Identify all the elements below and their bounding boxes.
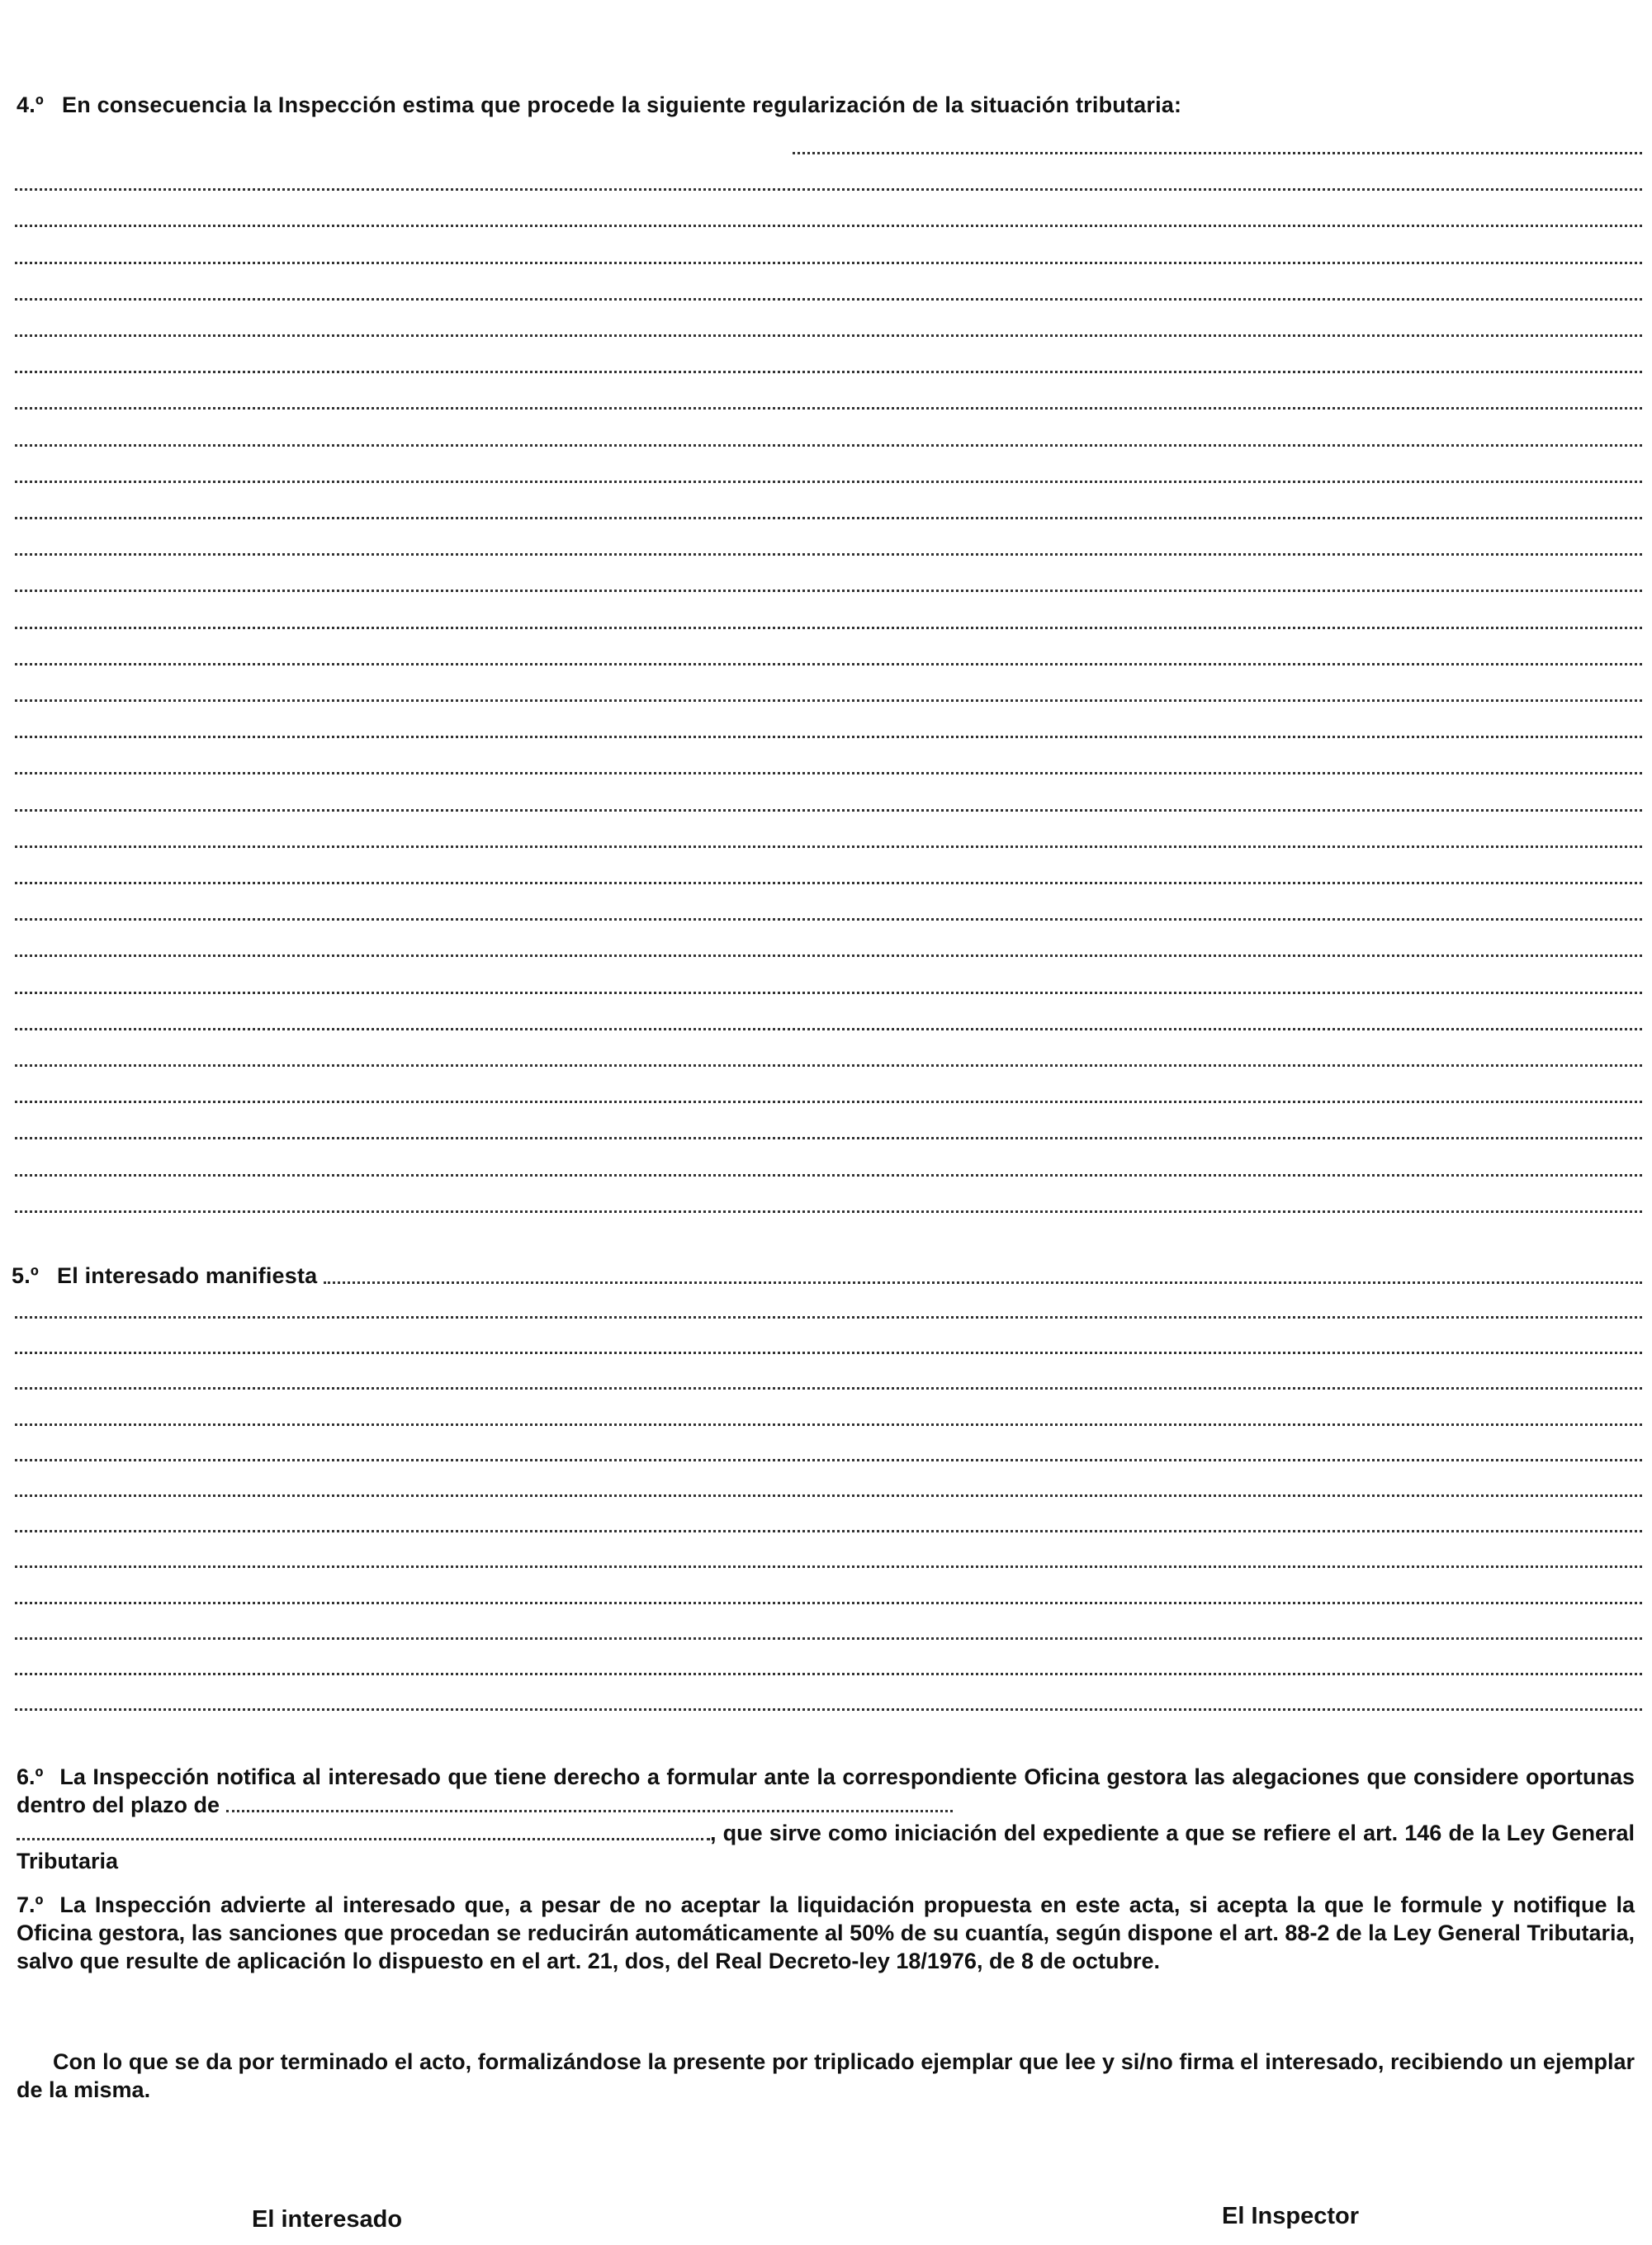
section-4-text: En consecuencia la Inspección estima que procede la siguiente regularización de la situación tributaria: [61, 92, 1182, 117]
signature-inspector-label: El Inspector [1222, 2203, 1359, 2229]
fill-line[interactable] [15, 772, 1642, 774]
fill-line[interactable] [15, 188, 1642, 191]
section-6-plazo-field-continued[interactable] [17, 1838, 710, 1840]
fill-line[interactable] [15, 1101, 1642, 1103]
section-6-text-1: La Inspección notifica al interesado que tiene derecho a formular ante la correspondiente Oficina gestora las alegaciones que considere oportunas dentro del plazo de [17, 1764, 1635, 1817]
fill-line[interactable] [15, 1530, 1642, 1532]
section-5-text: El interesado manifiesta [56, 1263, 318, 1288]
fill-line[interactable] [15, 1137, 1642, 1139]
fill-line[interactable] [15, 845, 1642, 848]
closing-text: Con lo que se da por terminado el acto, formalizándose la presente por triplicado ejemplar que lee y si/no firma el interesado, recibiendo un ejemplar de la misma. [17, 2049, 1635, 2102]
fill-line[interactable] [15, 1494, 1642, 1497]
fill-line[interactable] [15, 699, 1642, 702]
fill-line[interactable] [15, 882, 1642, 884]
fill-line[interactable] [793, 152, 1642, 154]
fill-line[interactable] [15, 1637, 1642, 1640]
fill-line[interactable] [15, 1064, 1642, 1067]
section-4-number: 4.º [17, 92, 44, 117]
fill-line[interactable] [15, 481, 1642, 483]
fill-line[interactable] [15, 627, 1642, 629]
fill-line[interactable] [15, 444, 1642, 447]
fill-line[interactable] [15, 517, 1642, 519]
section-7-paragraph [17, 1891, 1635, 1975]
section-7-number: 7.º [17, 1892, 44, 1917]
fill-line[interactable] [15, 663, 1642, 665]
signature-interesado-label: El interesado [252, 2206, 403, 2233]
section-5-fill-line[interactable] [324, 1281, 1642, 1284]
fill-line[interactable] [15, 918, 1642, 921]
section-6-plazo-field[interactable] [226, 1810, 953, 1812]
fill-line[interactable] [15, 298, 1642, 301]
section-6-paragraph [17, 1763, 1635, 1875]
fill-line[interactable] [15, 809, 1642, 812]
fill-line[interactable] [15, 1602, 1642, 1604]
fill-line[interactable] [15, 590, 1642, 592]
closing-paragraph [17, 2048, 1635, 2104]
fill-line[interactable] [15, 1708, 1642, 1711]
fill-line[interactable] [15, 954, 1642, 957]
fill-line[interactable] [15, 553, 1642, 556]
fill-line[interactable] [15, 1210, 1642, 1213]
fill-line[interactable] [15, 371, 1642, 373]
section-4-heading [17, 92, 1181, 118]
fill-line[interactable] [15, 1174, 1642, 1177]
fill-line[interactable] [15, 736, 1642, 738]
fill-line[interactable] [15, 262, 1642, 264]
section-6-text-2: , que sirve como iniciación del expediente a que se refiere el art. 146 de la Ley General Tributaria [17, 1821, 1635, 1873]
section-7-text: La Inspección advierte al interesado que, a pesar de no aceptar la liquidación propuesta en este acta, si acepta la que le formule y notifique la Oficina gestora, las sanciones que procedan se reducirán automáticamente al 50% de su cuantía, según dispone el art. 88-2 de la Ley General Tributaria, salvo que resulte de aplicación lo dispuesto en el art. 21, dos, del Real Decreto-ley 18/1976, de 8 de octubre. [17, 1892, 1635, 1973]
fill-line[interactable] [15, 1316, 1642, 1319]
section-5-heading [12, 1263, 1642, 1289]
fill-line[interactable] [15, 1459, 1642, 1461]
fill-line[interactable] [15, 407, 1642, 410]
fill-line[interactable] [15, 1387, 1642, 1390]
fill-line[interactable] [15, 992, 1642, 994]
fill-line[interactable] [15, 225, 1642, 227]
section-6-number: 6.º [17, 1764, 44, 1789]
fill-line[interactable] [15, 1673, 1642, 1675]
fill-line[interactable] [15, 1423, 1642, 1426]
section-5-number: 5.º [12, 1263, 39, 1288]
fill-line[interactable] [15, 334, 1642, 337]
fill-line[interactable] [15, 1028, 1642, 1030]
fill-line[interactable] [15, 1352, 1642, 1354]
fill-line[interactable] [15, 1565, 1642, 1568]
